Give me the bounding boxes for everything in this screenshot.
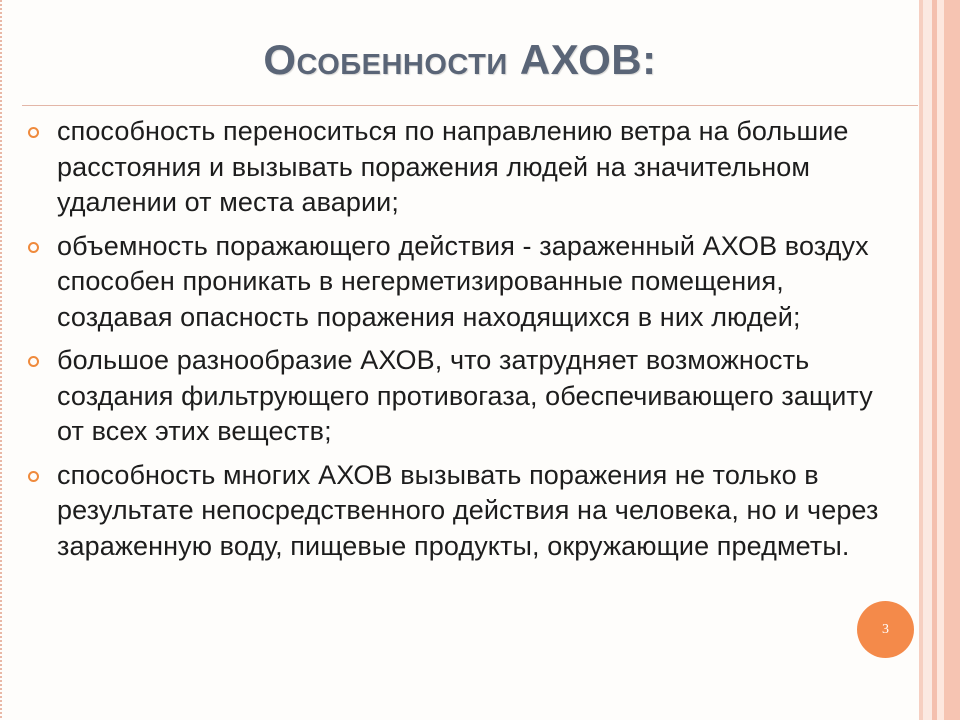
bullet-item (24, 114, 884, 221)
bullet-item (24, 343, 884, 450)
decor-stripe (937, 0, 944, 720)
left-frame-line (0, 0, 2, 720)
bullet-text: большое разнообразие АХОВ, что затрудняет возможность создания фильтрующего противогаза, обеспечивающего защиту от всех этих веществ; (57, 345, 873, 446)
page-number-badge: 3 (857, 601, 914, 658)
bullet-text: объемность поражающего действия - зараженный АХОВ воздух способен проникать в негерметизированные помещения, создавая опасность поражения находящихся в них людей; (57, 230, 869, 332)
decor-stripe (944, 0, 960, 720)
bullet-marker-icon (28, 471, 39, 482)
slide-title: Особенности АХОВ: (263, 36, 657, 83)
bullet-marker-icon (28, 356, 39, 367)
bullet-item (24, 458, 884, 565)
bullet-item (24, 229, 884, 336)
bullet-list (24, 114, 884, 572)
bullet-marker-icon (28, 127, 39, 138)
bullet-marker-icon (28, 242, 39, 253)
bullet-text: способность переноситься по направлению ветра на большие расстояния и вызывать поражения людей на значительном удалении от места аварии; (57, 116, 849, 217)
decor-stripe (923, 0, 932, 720)
bullet-text: способность многих АХОВ вызывать поражения не только в результате непосредственного действия на человека, но и через зараженную воду, пищевые продукты, окружающие предметы. (57, 459, 879, 561)
title-divider (22, 105, 918, 106)
